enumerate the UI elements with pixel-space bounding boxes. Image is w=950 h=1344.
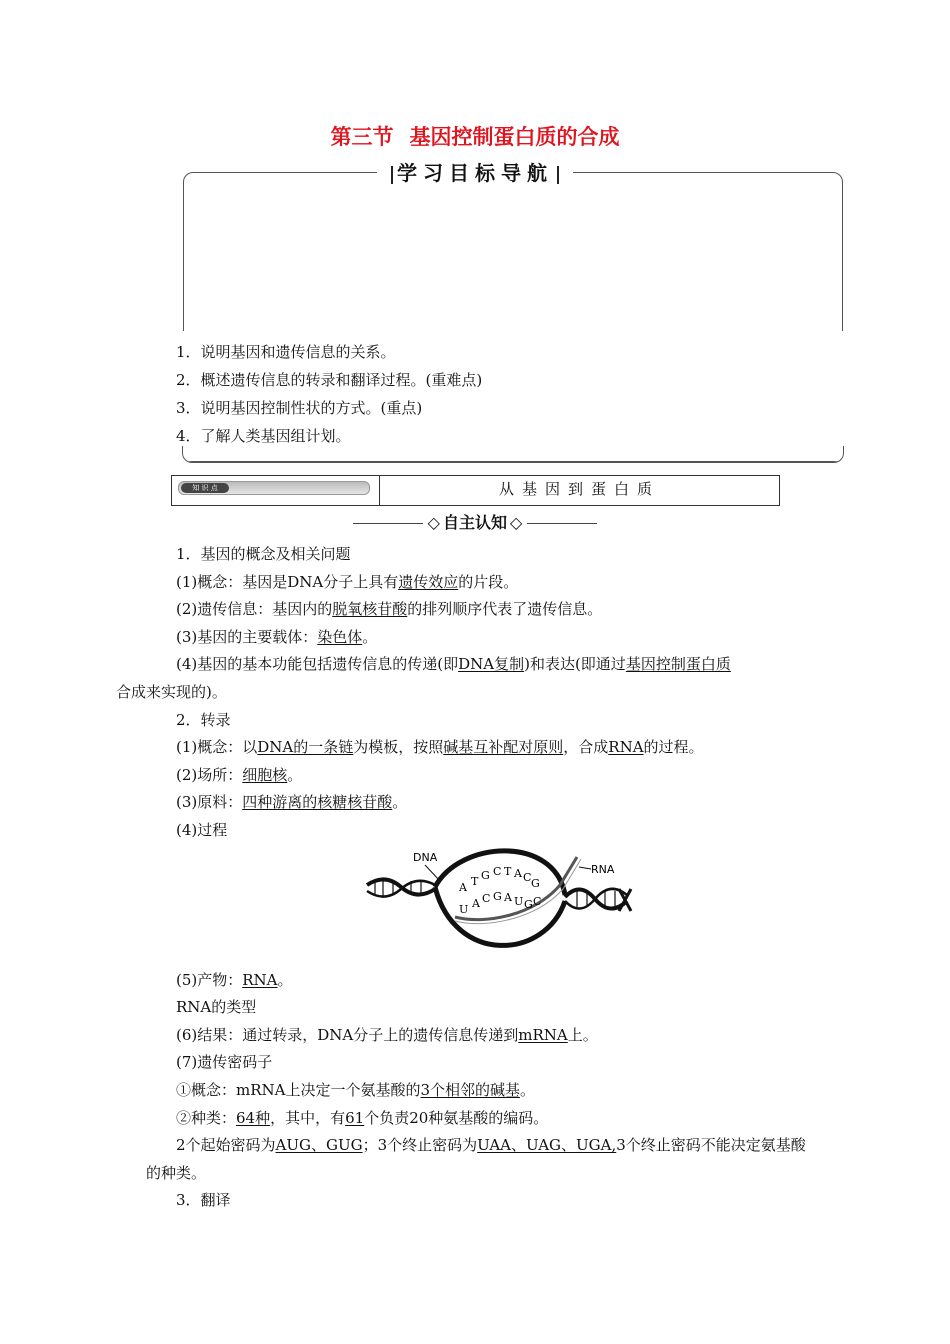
- paragraph: (2)遗传信息：基因内的脱氧核苷酸的排列顺序代表了遗传信息。: [176, 600, 603, 619]
- transcription-diagram: [365, 845, 633, 957]
- knowledge-point-bar: [171, 475, 780, 506]
- heading-2: 2．转录: [176, 710, 231, 729]
- base-letter: A: [504, 891, 512, 904]
- base-letter: T: [504, 865, 512, 878]
- section-number: 第三节: [330, 125, 394, 149]
- paragraph: (1)概念：基因是DNA分子上具有遗传效应的片段。: [176, 572, 519, 591]
- goal-item: 3．说明基因控制性状的方式。(重点): [176, 399, 423, 417]
- paragraph: RNA的类型: [176, 998, 257, 1017]
- base-letter: C: [493, 865, 502, 878]
- self-study-title: 自主认知: [442, 513, 507, 532]
- learning-goals-title: 学习目标导航: [397, 161, 553, 185]
- base-letter: C: [523, 871, 532, 884]
- self-study-header: ◇ 自主认知 ◇: [0, 510, 950, 533]
- paragraph: (6)结果：通过转录，DNA分子上的遗传信息传递到mRNA上。: [176, 1025, 598, 1044]
- base-letter: A: [514, 867, 522, 880]
- base-letter: U: [459, 903, 469, 916]
- page-title: [0, 121, 950, 151]
- base-letter: A: [472, 897, 480, 910]
- goal-item: 4．了解人类基因组计划。: [176, 427, 351, 445]
- paragraph: (4)基因的基本功能包括遗传信息的传递(即DNA复制)和表达(即通过基因控制蛋白质 合成来实现的)。: [116, 655, 731, 701]
- base-letter: G: [481, 869, 490, 882]
- paragraph: (2)场所：细胞核。: [176, 765, 303, 784]
- base-letter: C: [533, 895, 542, 908]
- base-letter: T: [471, 875, 479, 888]
- base-letter: G: [531, 877, 540, 890]
- heading-1: 1．基因的概念及相关问题: [176, 545, 351, 563]
- learning-goals-list: [176, 338, 482, 450]
- knowledge-point-tag: 知 识 点: [178, 481, 370, 495]
- rna-label: RNA: [591, 863, 615, 876]
- base-letter: G: [493, 890, 502, 903]
- knowledge-point-topic: 从基因到蛋白质: [498, 480, 660, 498]
- paragraph: 2个起始密码为AUG、GUG；3个终止密码为UAA、UAG、UGA,3个终止密码不能决定氨基酸的种类。: [146, 1136, 806, 1182]
- section-name: 基因控制蛋白质的合成: [409, 125, 620, 149]
- dna-label: DNA: [413, 851, 438, 864]
- goal-item: 1．说明基因和遗传信息的关系。: [176, 343, 396, 361]
- base-letter: G: [524, 898, 533, 911]
- base-letter: C: [482, 892, 491, 905]
- paragraph: (1)概念：以DNA的一条链为模板，按照碱基互补配对原则，合成RNA的过程。: [176, 738, 704, 757]
- goal-item: 2．概述遗传信息的转录和翻译过程。(重难点): [176, 371, 483, 389]
- paragraph: (4)过程: [176, 820, 228, 839]
- base-letter: U: [514, 895, 524, 908]
- paragraph: (3)基因的主要载体：染色体。: [176, 627, 378, 646]
- paragraph: ②种类：64种，其中，有61个负责20种氨基酸的编码。: [176, 1108, 549, 1127]
- base-letter: A: [459, 881, 467, 894]
- paragraph: ①概念：mRNA上决定一个氨基酸的3个相邻的碱基。: [176, 1080, 536, 1099]
- paragraph: (7)遗传密码子: [176, 1053, 273, 1072]
- learning-goals-header: [0, 157, 950, 186]
- heading-3: 3．翻译: [176, 1191, 231, 1210]
- paragraph: (5)产物：RNA。: [176, 970, 293, 989]
- paragraph: (3)原料：四种游离的核糖核苷酸。: [176, 793, 408, 812]
